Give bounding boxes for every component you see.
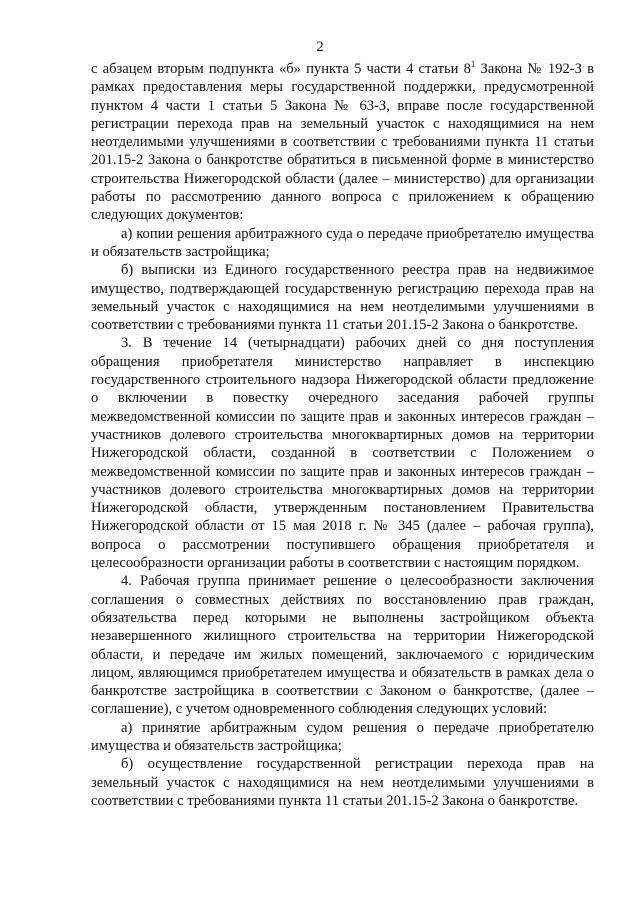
paragraph-item-b: б) выписки из Единого государственного реестра прав на недвижимое имущество, подтверждающей государственную регистрацию перехода прав на земельный участок с находящимися на нем неотделимыми улучшениями в соответствии с требованиями пункта 11 статьи 201.15-2 Закона о банкротстве. bbox=[91, 262, 594, 334]
paragraph-clause-3: 3. В течение 14 (четырнадцати) рабочих дней со дня поступления обращения приобретателя министерство направляет в инспекцию государственного строительного надзора Нижегородской области предложение о включении в повестку очередного заседания рабочей группы межведомственной комиссии по защите прав и законных интересов граждан – участников долевого строительства многоквартирных домов на территории Нижегородской области, созданной в соответствии с Положением о межведомственной комиссии по защите прав и законных интересов граждан – участников долевого строительства многоквартирных домов на территории Нижегородской области, утвержденным постановлением Правительства Нижегородской области от 15 мая 2018 г. № 345 (далее – рабочая группа), вопроса о рассмотрении поступившего обращения приобретателя и целесообразности организации работы в соответствии с настоящим порядком. bbox=[91, 335, 594, 572]
superscript: 1 bbox=[470, 59, 476, 70]
paragraph-clause-4: 4. Рабочая группа принимает решение о целесообразности заключения соглашения о совместных действиях по восстановлению прав граждан, обязательства перед которыми не выполнены застройщиком объекта незавершенного жилищного строительства на территории Нижегородской области, и передаче им жилых помещений, заключаемого с юридическим лицом, являющимся приобретателем имущества и обязательств в рамках дела о банкротстве застройщика в соответствии с Законом о банкротстве, (далее – соглашение), с учетом одновременного соблюдения следующих условий: bbox=[91, 573, 594, 718]
page-number: 2 bbox=[316, 39, 324, 55]
paragraph-condition-b: б) осуществление государственной регистрации перехода прав на земельный участок с находящимися на нем неотделимыми улучшениями в соответствии с требованиями пункта 11 статьи 201.15-2 Закона о банкротстве. bbox=[91, 756, 594, 809]
paragraph-condition-a: а) принятие арбитражным судом решения о передаче приобретателю имущества и обязательств застройщика; bbox=[91, 719, 594, 754]
paragraph-text-part: с абзацем вторым подпункта «б» пункта 5 части 4 статьи 8 bbox=[91, 61, 471, 77]
paragraph-text-part: Закона № 192-З в рамках предоставления меры государственной поддержки, предусмотренной пунктом 4 части 1 статьи 5 Закона № 63-З, вправе после государственной регистрации перехода прав на земельный участок с находящимися на нем неотделимыми улучшениями в соответствии с требованиями пункта 11 статьи 201.15-2 Закона о банкротстве обратиться в письменной форме в министерство строительства Нижегородской области (далее – министерство) для организации работы по рассмотрению данного вопроса с приложением к обращению следующих документов: bbox=[91, 61, 594, 224]
paragraph-continuation bbox=[91, 60, 594, 225]
document-body bbox=[91, 60, 594, 810]
paragraph-item-a: а) копии решения арбитражного суда о передаче приобретателю имущества и обязательств застройщика; bbox=[91, 225, 594, 260]
